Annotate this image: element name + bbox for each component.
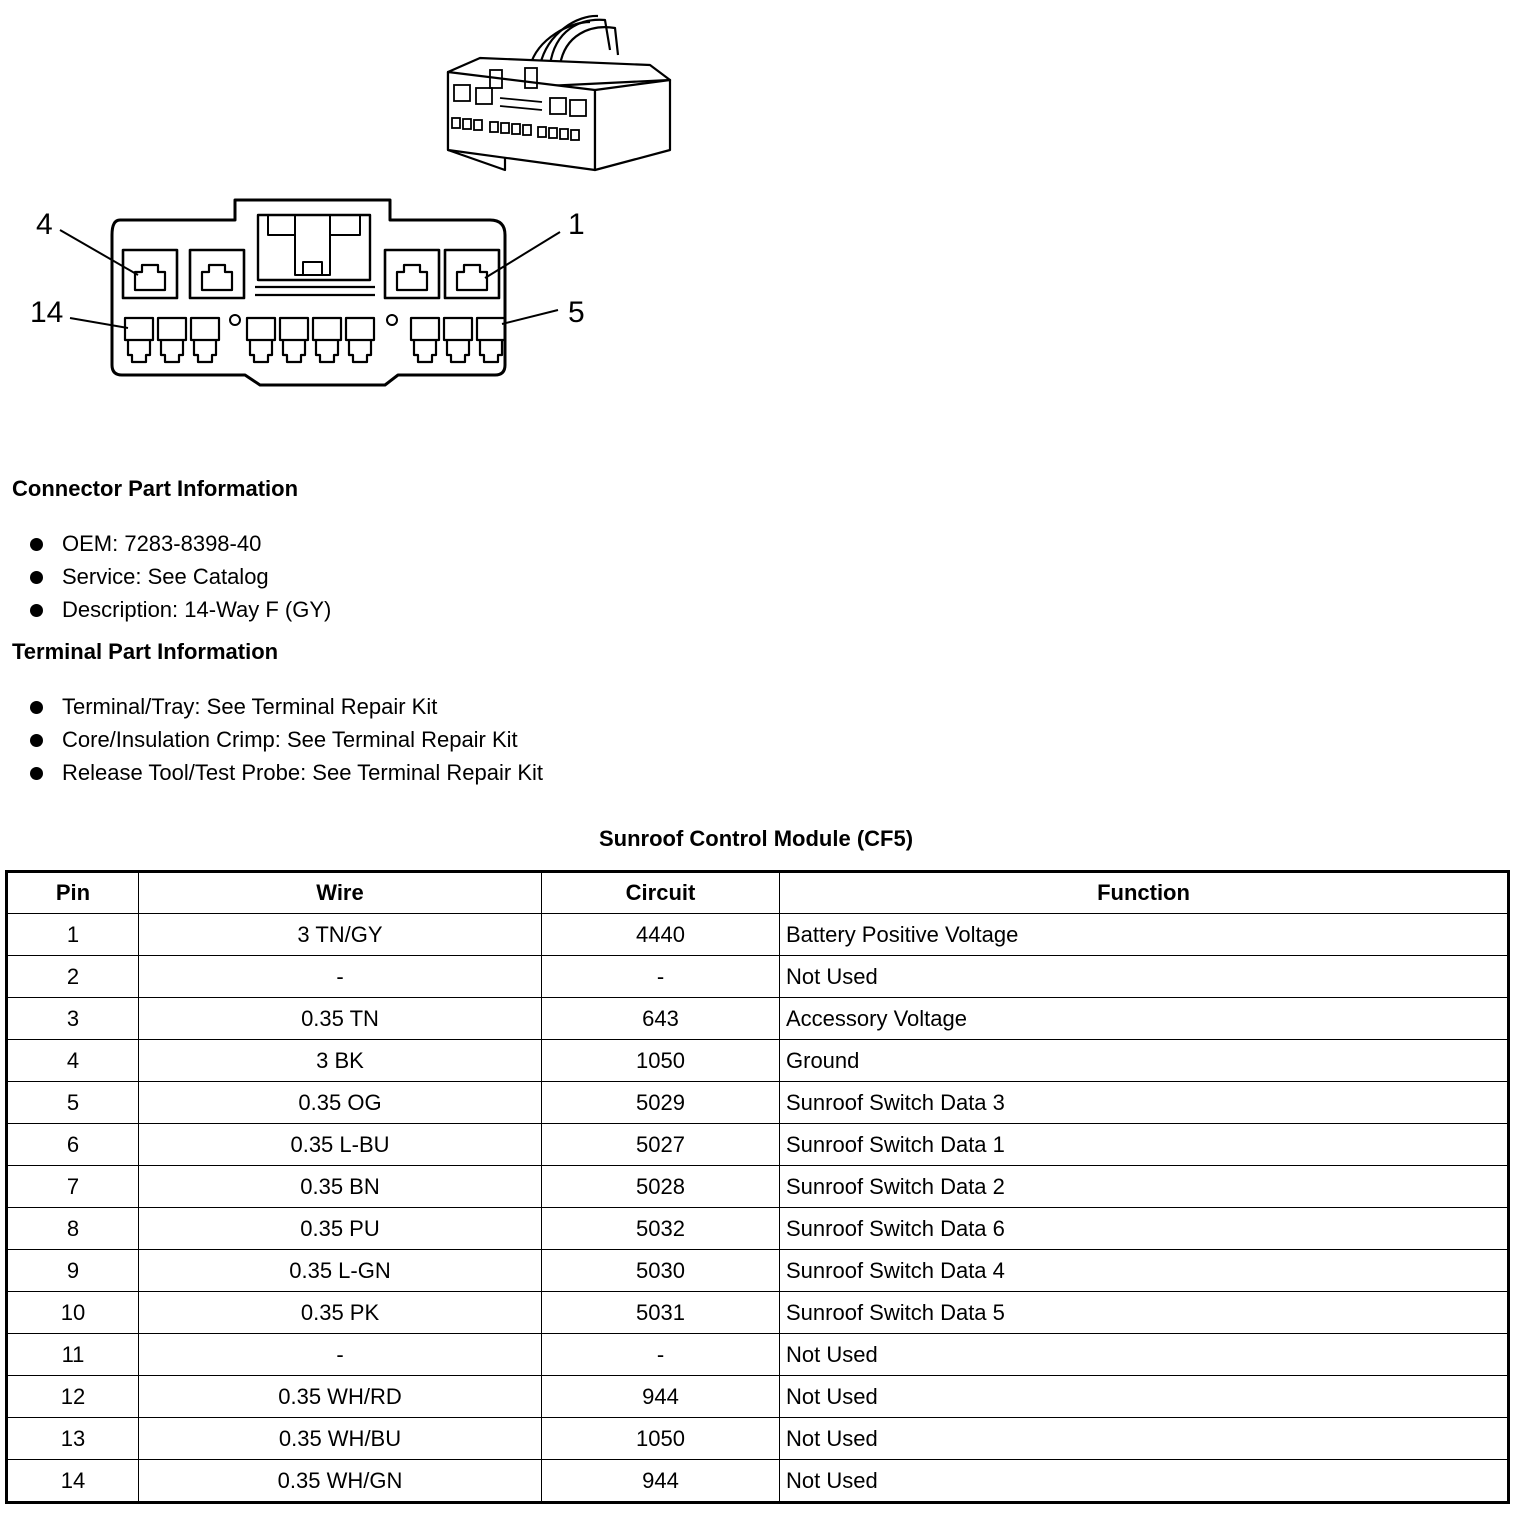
pin-table [5, 870, 1510, 1504]
cell-circuit: 944 [542, 1460, 780, 1503]
cell-pin: 4 [7, 1040, 139, 1082]
pin-label-14: 14 [30, 296, 64, 329]
connector-part-info-list [30, 527, 331, 626]
table-row [7, 1292, 1509, 1334]
header-wire: Wire [139, 872, 542, 914]
cell-function: Accessory Voltage [780, 998, 1509, 1040]
cell-circuit: 5032 [542, 1208, 780, 1250]
table-row [7, 956, 1509, 998]
table-row [7, 998, 1509, 1040]
cell-pin: 11 [7, 1334, 139, 1376]
table-header-row [7, 872, 1509, 914]
cell-wire: - [139, 956, 542, 998]
cell-wire: 0.35 L-BU [139, 1124, 542, 1166]
cell-wire: 0.35 WH/RD [139, 1376, 542, 1418]
list-item [30, 527, 331, 560]
pin-label-4: 4 [36, 208, 53, 241]
cell-wire: 0.35 WH/BU [139, 1418, 542, 1460]
terminal-part-info-title: Terminal Part Information [12, 639, 279, 664]
bullet-icon [30, 571, 43, 584]
connector-isometric-illustration [430, 10, 690, 180]
cell-pin: 9 [7, 1250, 139, 1292]
cell-wire: 0.35 PK [139, 1292, 542, 1334]
cell-wire: 0.35 L-GN [139, 1250, 542, 1292]
cell-function: Sunroof Switch Data 3 [780, 1082, 1509, 1124]
table-row [7, 1082, 1509, 1124]
bullet-icon [30, 701, 43, 714]
table-row [7, 1460, 1509, 1503]
table-body [7, 914, 1509, 1503]
cell-wire: 3 BK [139, 1040, 542, 1082]
cell-pin: 2 [7, 956, 139, 998]
pin-label-5: 5 [568, 296, 585, 329]
cell-pin: 5 [7, 1082, 139, 1124]
terminal-info-tray: Terminal/Tray: See Terminal Repair Kit [62, 694, 438, 719]
table-row [7, 1418, 1509, 1460]
cell-function: Not Used [780, 1334, 1509, 1376]
cell-wire: 0.35 PU [139, 1208, 542, 1250]
pin-label-1: 1 [568, 208, 585, 241]
table-row [7, 1250, 1509, 1292]
cell-circuit: 643 [542, 998, 780, 1040]
cell-circuit: 5030 [542, 1250, 780, 1292]
cell-pin: 3 [7, 998, 139, 1040]
cell-pin: 8 [7, 1208, 139, 1250]
header-circuit: Circuit [542, 872, 780, 914]
terminal-info-tool: Release Tool/Test Probe: See Terminal Repair Kit [62, 760, 543, 785]
connector-info-service: Service: See Catalog [62, 564, 269, 589]
header-pin: Pin [7, 872, 139, 914]
cell-pin: 12 [7, 1376, 139, 1418]
cell-circuit: 1050 [542, 1418, 780, 1460]
cell-function: Ground [780, 1040, 1509, 1082]
list-item [30, 690, 543, 723]
table-row [7, 1208, 1509, 1250]
cell-function: Not Used [780, 1376, 1509, 1418]
cell-wire: 0.35 BN [139, 1166, 542, 1208]
table-row [7, 1166, 1509, 1208]
cell-function: Sunroof Switch Data 1 [780, 1124, 1509, 1166]
bullet-icon [30, 538, 43, 551]
cell-wire: 3 TN/GY [139, 914, 542, 956]
cell-function: Sunroof Switch Data 6 [780, 1208, 1509, 1250]
table-title: Sunroof Control Module (CF5) [598, 826, 914, 851]
cell-function: Sunroof Switch Data 2 [780, 1166, 1509, 1208]
terminal-part-info-list [30, 690, 543, 789]
cell-circuit: - [542, 956, 780, 998]
cell-pin: 10 [7, 1292, 139, 1334]
cell-wire: - [139, 1334, 542, 1376]
list-item [30, 756, 543, 789]
cell-function: Not Used [780, 1460, 1509, 1503]
cell-circuit: 5031 [542, 1292, 780, 1334]
cell-function: Not Used [780, 1418, 1509, 1460]
cell-pin: 1 [7, 914, 139, 956]
cell-pin: 13 [7, 1418, 139, 1460]
cell-wire: 0.35 TN [139, 998, 542, 1040]
terminal-info-crimp: Core/Insulation Crimp: See Terminal Repair Kit [62, 727, 518, 752]
connector-info-description: Description: 14-Way F (GY) [62, 597, 332, 622]
bullet-icon [30, 767, 43, 780]
table-row [7, 1040, 1509, 1082]
table-row [7, 1334, 1509, 1376]
cell-circuit: 5029 [542, 1082, 780, 1124]
cell-function: Sunroof Switch Data 4 [780, 1250, 1509, 1292]
cell-pin: 7 [7, 1166, 139, 1208]
connector-info-oem: OEM: 7283-8398-40 [62, 531, 262, 556]
cell-circuit: 1050 [542, 1040, 780, 1082]
bullet-icon [30, 734, 43, 747]
table-row [7, 1124, 1509, 1166]
cell-circuit: - [542, 1334, 780, 1376]
cell-circuit: 5028 [542, 1166, 780, 1208]
list-item [30, 593, 331, 626]
list-item [30, 723, 543, 756]
connector-face-diagram [20, 190, 600, 400]
table-row [7, 1376, 1509, 1418]
cell-pin: 6 [7, 1124, 139, 1166]
connector-part-info-title: Connector Part Information [12, 476, 299, 501]
cell-function: Sunroof Switch Data 5 [780, 1292, 1509, 1334]
list-item [30, 560, 331, 593]
table-row [7, 914, 1509, 956]
cell-circuit: 944 [542, 1376, 780, 1418]
header-function: Function [780, 872, 1509, 914]
cell-circuit: 4440 [542, 914, 780, 956]
cell-pin: 14 [7, 1460, 139, 1503]
cell-function: Not Used [780, 956, 1509, 998]
cell-function: Battery Positive Voltage [780, 914, 1509, 956]
cell-wire: 0.35 WH/GN [139, 1460, 542, 1503]
cell-circuit: 5027 [542, 1124, 780, 1166]
bullet-icon [30, 604, 43, 617]
cell-wire: 0.35 OG [139, 1082, 542, 1124]
